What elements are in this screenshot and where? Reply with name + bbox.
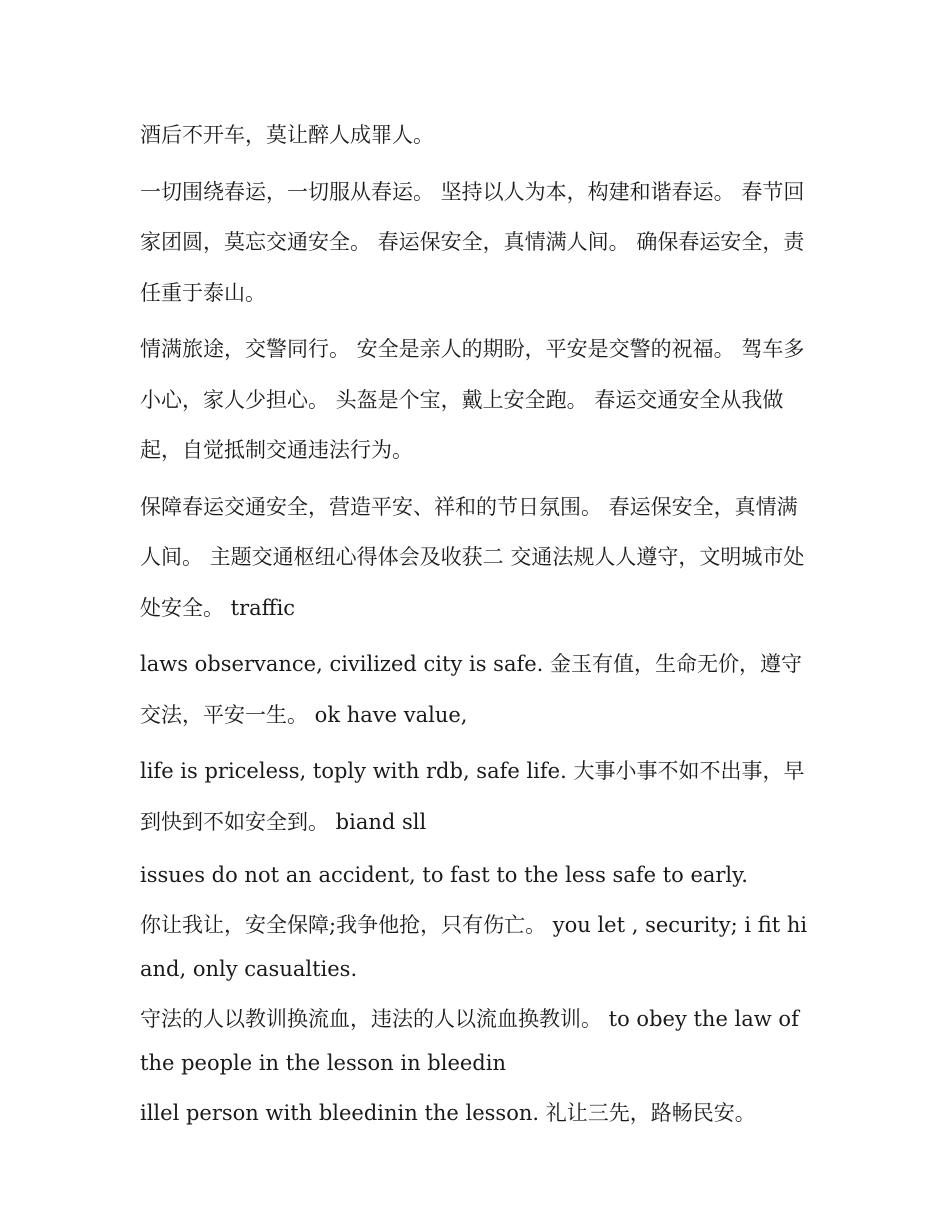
paragraph-6: life is priceless, toply with rdb, safe life. 大事小事不如不出事，早到快到不如安全到。 biand sll [140, 759, 805, 834]
paragraph-3: 情满旅途，交警同行。 安全是亲人的期盼，平安是交警的祝福。 驾车多小心，家人少担心。 头盔是个宝，戴上安全跑。 春运交通安全从我做起，自觉抵制交通违法行为。 [140, 337, 805, 462]
paragraph-7: issues do not an accident, to fast to the less safe to early. [140, 863, 748, 887]
paragraph-2: 一切围绕春运，一切服从春运。 坚持以人为本，构建和谐春运。 春节回家团圆，莫忘交通安全。 春运保安全，真情满人间。 确保春运安全，责任重于泰山。 [140, 179, 805, 305]
paragraph-8: 你让我让，安全保障;我争他抢，只有伤亡。 you let , security; i fit hiand, only casualties. [140, 913, 808, 981]
paragraph-9: 守法的人以教训换流血，违法的人以流血换教训。 to obey the law of the people in the lesson in bleedin [140, 1007, 799, 1075]
paragraph-5: laws observance, civilized city is safe. 金玉有值，生命无价，遵守交法，平安一生。 ok have value, [140, 652, 803, 727]
paragraph-4: 保障春运交通安全，营造平安、祥和的节日氛围。 春运保安全，真情满人间。 主题交通枢纽心得体会及收获二 交通法规人人遵守，文明城市处处安全。 traffic [140, 494, 805, 620]
paragraph-1: 酒后不开车，莫让醉人成罪人。 [140, 123, 434, 147]
document-page [140, 110, 812, 1141]
paragraph-10: illel person with bleedinin the lesson. 礼让三先，路畅民安。 [140, 1101, 756, 1125]
